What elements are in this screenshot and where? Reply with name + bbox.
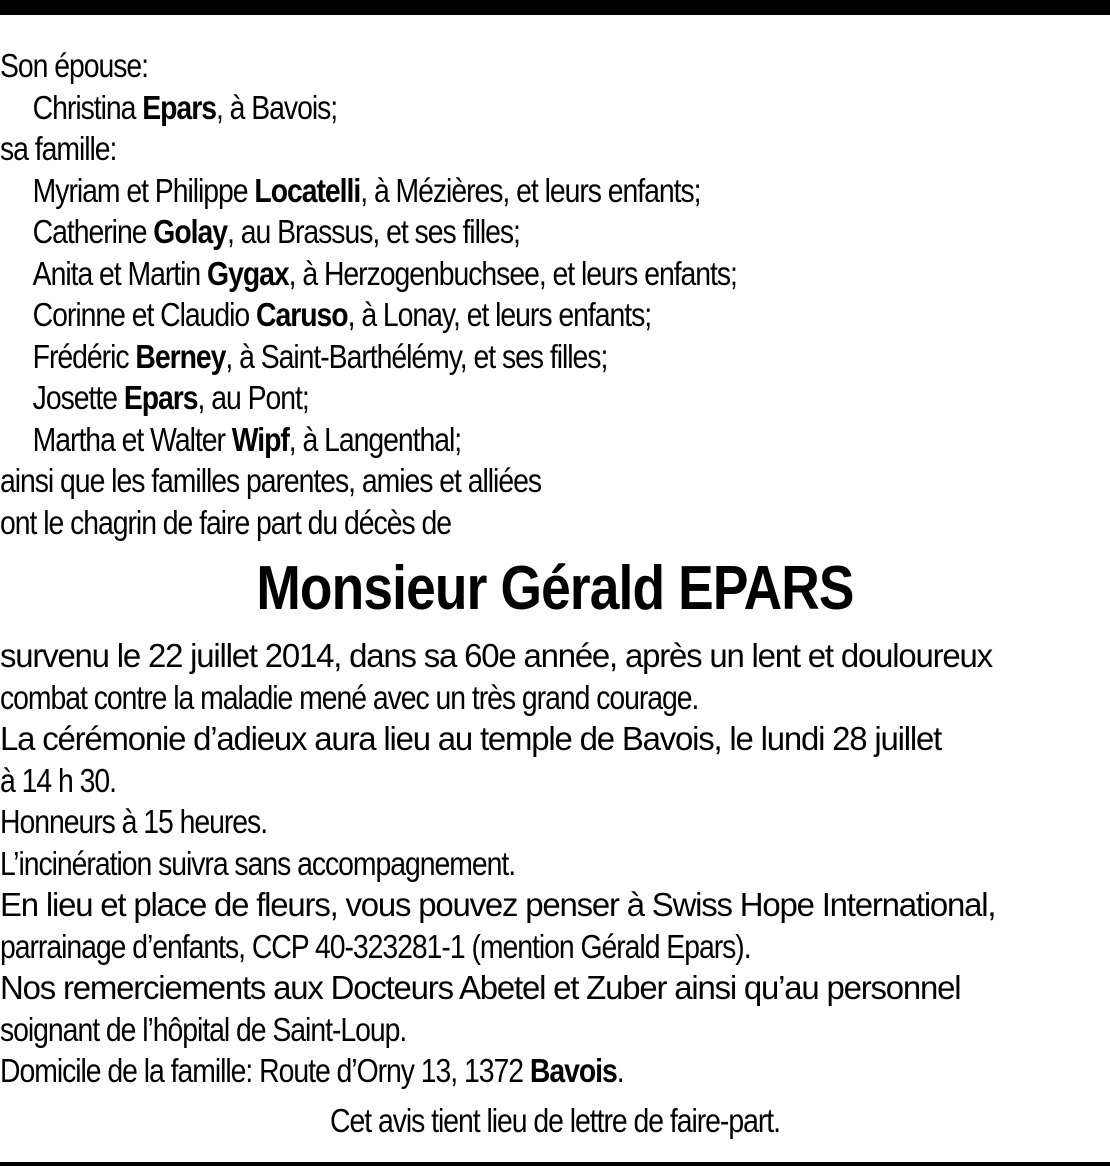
family-first-names: Catherine [32,213,154,250]
family-location: , à Langenthal; [288,420,462,458]
family-last-name: Berney [135,337,226,375]
family-location: , au Pont; [197,379,309,416]
bottom-rule [0,1162,1110,1166]
family-entry [0,253,955,295]
spouse-entry [0,87,955,129]
deceased-name: Monsieur Gérald EPARS [256,554,854,623]
body-line: En lieu et place de fleurs, vous pouvez penser à Swiss Hope International, [0,886,996,923]
body-line: La cérémonie d’adieux aura lieu au temple de Bavois, le lundi 28 juillet [0,720,942,757]
body-line: combat contre la maladie mené avec un très grand courage. [0,678,699,716]
top-rule [0,0,1110,15]
domicile-end: . [616,1052,624,1089]
body-line: parrainage d’enfants, CCP 40-323281-1 (mention Gérald Epars). [0,927,751,965]
family-last-name: Gygax [207,254,289,292]
family-location: , à Saint-Barthélémy, et ses filles; [225,337,608,375]
family-last-name: Caruso [256,296,348,333]
family-first-names: Martha et Walter [32,420,232,458]
spouse-first-name: Christina [32,88,143,126]
family-entry [0,377,955,419]
spouse-last-name: Epars [142,88,216,126]
spouse-label: Son épouse: [0,47,149,84]
body-line: survenu le 22 juillet 2014, dans sa 60e année, après un lent et douloureux [0,637,992,674]
body-line: Honneurs à 15 heures. [0,803,268,840]
family-first-names: Frédéric [32,337,136,375]
body-line: L’incinération suivra sans accompagnement. [0,844,516,882]
family-entry [0,336,955,378]
family-entry [0,294,955,336]
announcement-line: ont le chagrin de faire part du décès de [0,503,451,541]
family-first-names: Josette [32,379,124,416]
family-last-name: Golay [153,213,228,250]
body-line: à 14 h 30. [0,761,116,799]
family-location: , à Mézières, et leurs enfants; [360,171,701,209]
body-line: soignant de l’hôpital de Saint-Loup. [0,1010,407,1048]
family-entry [0,170,955,212]
family-first-names: Corinne et Claudio [32,296,257,333]
family-entry [0,419,955,461]
family-last-name: Locatelli [254,171,361,209]
family-first-names: Myriam et Philippe [32,171,255,209]
family-location: , au Brassus, et ses filles; [227,213,520,250]
domicile-line [0,1050,955,1092]
death-notice [0,45,1110,1150]
family-entry [0,211,955,253]
family-location: , à Lonay, et leurs enfants; [347,296,652,333]
family-label: sa famille: [0,130,117,167]
family-location: , à Herzogenbuchsee, et leurs enfants; [288,254,737,292]
domicile-place: Bavois [529,1052,617,1089]
family-last-name: Wipf [231,420,289,458]
family-first-names: Anita et Martin [32,254,208,292]
family-last-name: Epars [123,379,198,416]
footer-note: Cet avis tient lieu de lettre de faire-part. [330,1101,780,1139]
spouse-location: , à Bavois; [215,88,338,126]
domicile-address: Domicile de la famille: Route d’Orny 13, 1372 [0,1052,530,1089]
relatives-line: ainsi que les familles parentes, amies et alliées [0,462,541,499]
body-line: Nos remerciements aux Docteurs Abetel et Zuber ainsi qu’au personnel [0,969,961,1006]
